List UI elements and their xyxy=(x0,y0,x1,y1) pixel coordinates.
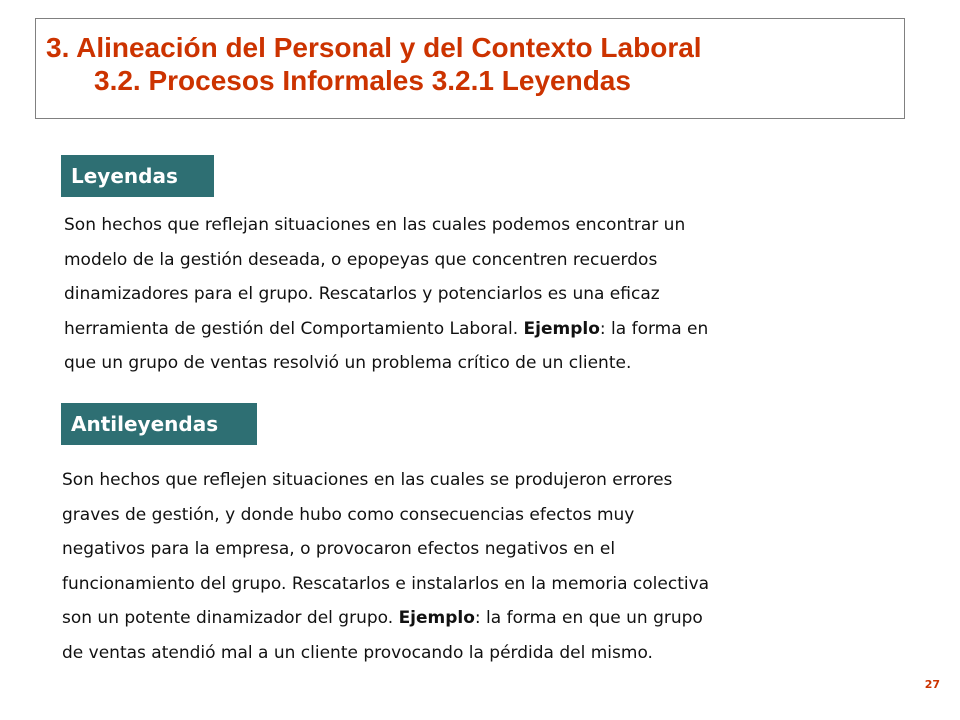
text-segment: herramienta de gestión del Comportamiento Laboral. xyxy=(64,318,524,339)
text-segment: son un potente dinamizador del grupo. xyxy=(62,608,399,628)
text-segment: : la forma en que un grupo xyxy=(474,608,703,628)
title-box xyxy=(35,18,905,119)
text-line: Son hechos que reflejan situaciones en las cuales podemos encontrar un xyxy=(64,215,686,235)
example-label: Ejemplo xyxy=(398,608,475,628)
page-number: 27 xyxy=(924,678,940,691)
text-line: que un grupo de ventas resolvió un problema crítico de un cliente. xyxy=(64,353,632,373)
text-line: graves de gestión, y donde hubo como consecuencias efectos muy xyxy=(62,504,635,525)
text-segment: : la forma en xyxy=(599,318,709,339)
text-line: Son hechos que reflejen situaciones en las cuales se produjeron errores xyxy=(62,470,673,490)
text-line: dinamizadores para el grupo. Rescatarlos y potenciarlos es una eficaz xyxy=(64,284,660,304)
text-line: modelo de la gestión deseada, o epopeyas que concentren recuerdos xyxy=(64,249,658,270)
leyendas-paragraph xyxy=(64,208,884,381)
text-line: funcionamiento del grupo. Rescatarlos e instalarlos en la memoria colectiva xyxy=(62,573,710,594)
section-badge-leyendas: Leyendas xyxy=(61,155,214,197)
text-line xyxy=(64,312,884,347)
text-line: negativos para la empresa, o provocaron efectos negativos en el xyxy=(62,539,616,559)
page-subtitle: 3.2. Procesos Informales 3.2.1 Leyendas xyxy=(94,65,631,96)
text-line xyxy=(62,601,892,636)
page-title: 3. Alineación del Personal y del Contexto Laboral xyxy=(46,32,702,63)
section-badge-antileyendas: Antileyendas xyxy=(61,403,257,445)
example-label: Ejemplo xyxy=(523,318,600,339)
antileyendas-paragraph xyxy=(62,463,892,670)
text-line: de ventas atendió mal a un cliente provocando la pérdida del mismo. xyxy=(62,642,653,663)
